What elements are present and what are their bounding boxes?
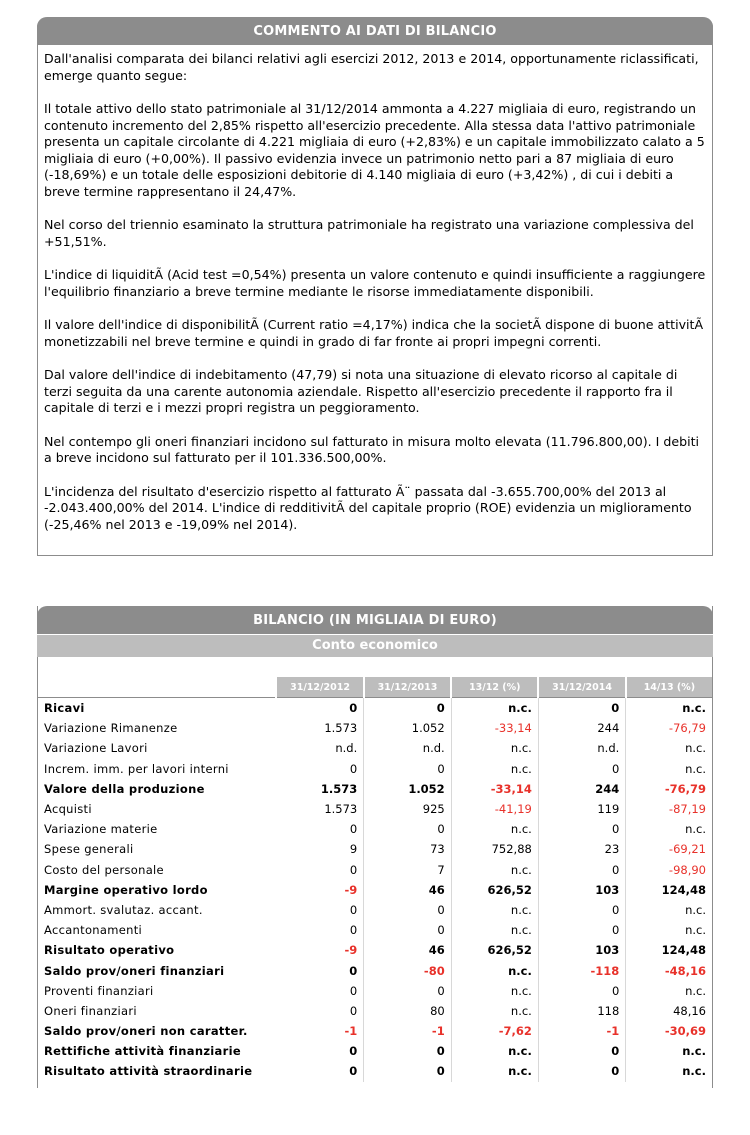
comment-paragraph: L'incidenza del risultato d'esercizio rispetto al fatturato Ã¨ passata dal -3.655.700,00% del 2013 al -2.043.400,00% del 2014. L'indice di redditivitÃ del capitale proprio (ROE) evidenzia un miglioramento (-25,46% nel 2013 e -19,09% nel 2014). [44,483,692,532]
cell-value: 80 [364,1001,451,1021]
cell-value: n.c. [451,900,538,920]
table-body [38,698,712,1082]
cell-value: -98,90 [668,862,706,877]
balance-subtitle: Conto economico [37,634,713,657]
cell-value: n.c. [685,983,706,998]
cell-value: 0 [538,1061,625,1081]
cell-value: 0 [538,860,625,880]
cell-value: 244 [538,718,625,738]
cell-value: n.c. [451,1041,538,1061]
cell-value: n.c. [451,819,538,839]
table-row [38,981,712,1001]
table-row [38,738,712,758]
cell-value: 0 [276,1061,363,1081]
cell-value: -41,19 [451,799,538,819]
cell-value: n.c. [685,822,706,837]
column-header: 13/12 (%) [451,677,538,698]
cell-value: n.c. [685,923,706,938]
cell-value: 0 [364,920,451,940]
cell-value: 0 [538,698,625,719]
cell-value: 0 [364,698,451,719]
cell-value: 103 [538,880,625,900]
cell-value: -87,19 [668,802,706,817]
row-label: Spese generali [44,842,134,857]
row-label: Accantonamenti [44,923,142,938]
cell-value: n.c. [451,738,538,758]
table-row [38,799,712,819]
cell-value: -33,14 [451,779,538,799]
table-row [38,839,712,859]
cell-value: n.c. [451,960,538,980]
cell-value: 0 [538,981,625,1001]
cell-value: 0 [364,981,451,1001]
row-label: Variazione Rimanenze [44,721,178,736]
cell-value: 1.573 [276,799,363,819]
table-row [38,698,712,719]
cell-value: n.c. [682,1044,706,1059]
cell-value: 73 [364,839,451,859]
column-header: 14/13 (%) [626,677,712,698]
cell-value: n.c. [685,761,706,776]
comment-body [38,45,712,533]
cell-value: 0 [364,759,451,779]
cell-value: 0 [276,819,363,839]
cell-value: n.c. [451,698,538,719]
table-row [38,880,712,900]
cell-value: 1.052 [364,718,451,738]
cell-value: 0 [276,1041,363,1061]
cell-value: n.c. [685,741,706,756]
row-label: Ammort. svalutaz. accant. [44,902,203,917]
balance-title: BILANCIO (IN MIGLIAIA DI EURO) [37,606,713,634]
column-header: 31/12/2012 [276,677,363,698]
cell-value: n.c. [451,860,538,880]
table-row [38,1041,712,1061]
row-label: Variazione materie [44,822,158,837]
cell-value: -1 [364,1021,451,1041]
cell-value: n.d. [538,738,625,758]
row-label: Saldo prov/oneri non caratter. [44,1024,248,1039]
table-row [38,960,712,980]
comment-paragraph: Dal valore dell'indice di indebitamento (47,79) si nota una situazione di elevato ricorso al capitale di terzi seguita da una carente autonomia aziendale. Rispetto all'esercizio precedente il rapporto fra il capitale di terzi e i mezzi propri registra un peggioramento. [44,367,678,415]
table-row [38,1021,712,1041]
comment-paragraph: Nel corso del triennio esaminato la struttura patrimoniale ha registrato una variazione complessiva del +51,51%. [44,217,694,249]
cell-value: n.d. [364,738,451,758]
cell-value: n.c. [626,698,712,719]
cell-value: -33,14 [451,718,538,738]
cell-value: 9 [276,839,363,859]
table-row [38,900,712,920]
cell-value: n.c. [451,759,538,779]
row-label: Saldo prov/oneri finanziari [44,963,225,978]
cell-value: 0 [364,819,451,839]
row-label: Oneri finanziari [44,1003,137,1018]
table-header-blank [38,677,276,698]
cell-value: 0 [538,759,625,779]
income-statement-table [38,677,712,1082]
comment-paragraph: Il valore dell'indice di disponibilitÃ (Current ratio =4,17%) indica che la societÃ dispone di buone attivitÃ monetizzabili nel breve termine e quindi in grado di far fronte ai propri impegni correnti. [44,317,704,349]
cell-value: 0 [276,698,363,719]
cell-value: 244 [538,779,625,799]
cell-value: n.c. [682,1064,706,1079]
table-row [38,860,712,880]
cell-value: 0 [364,1061,451,1081]
cell-value: -1 [276,1021,363,1041]
cell-value: 1.573 [276,718,363,738]
table-row [38,759,712,779]
comment-title: COMMENTO AI DATI DI BILANCIO [37,17,713,45]
table-row [38,1001,712,1021]
row-label: Margine operativo lordo [44,882,208,897]
cell-value: 0 [364,1041,451,1061]
cell-value: n.c. [451,1001,538,1021]
cell-value: 0 [276,900,363,920]
cell-value: -80 [364,960,451,980]
cell-value: 7 [364,860,451,880]
cell-value: -9 [276,880,363,900]
cell-value: 0 [276,960,363,980]
comment-paragraph: L'indice di liquiditÃ (Acid test =0,54%) presenta un valore contenuto e quindi insufficiente a raggiungere l'equilibrio finanziario a breve termine mediante le risorse immediatamente disponibili. [44,267,706,299]
cell-value: n.c. [451,1061,538,1081]
cell-value: 925 [364,799,451,819]
cell-value: 0 [276,860,363,880]
row-label: Rettifiche attività finanziarie [44,1044,241,1059]
cell-value: n.c. [451,981,538,1001]
cell-value: 0 [276,981,363,1001]
cell-value: 0 [276,920,363,940]
cell-value: n.c. [451,920,538,940]
cell-value: -30,69 [664,1024,706,1039]
table-header-row [38,677,712,698]
cell-value: 103 [538,940,625,960]
cell-value: 46 [364,880,451,900]
cell-value: 626,52 [451,940,538,960]
table-row [38,718,712,738]
cell-value: -9 [276,940,363,960]
cell-value: 48,16 [673,1003,706,1018]
cell-value: 118 [538,1001,625,1021]
cell-value: 752,88 [451,839,538,859]
cell-value: 0 [538,920,625,940]
table-row [38,1061,712,1081]
comment-paragraph: Dall'analisi comparata dei bilanci relativi agli esercizi 2012, 2013 e 2014, opportunamente riclassificati, emerge quanto segue: [44,51,699,83]
comment-paragraph: Il totale attivo dello stato patrimoniale al 31/12/2014 ammonta a 4.227 migliaia di euro, registrando un contenuto incremento del 2,85% rispetto all'esercizio precedente. Alla stessa data l'attivo patrimoniale presenta un capitale circolante di 4.221 migliaia di euro (+2,83%) e un capitale immobilizzato calato a 5 migliaia di euro (+0,00%). Il passivo evidenzia invece un patrimonio netto pari a 87 migliaia di euro (-18,69%) e un totale delle esposizioni debitorie di 4.140 migliaia di euro (+3,42%) , di cui i debiti a breve termine rappresentano il 24,47%. [44,101,705,199]
table-row [38,819,712,839]
column-header: 31/12/2014 [538,677,625,698]
row-label: Risultato operativo [44,943,175,958]
cell-value: 0 [538,819,625,839]
cell-value: 23 [538,839,625,859]
cell-value: -76,79 [668,721,706,736]
row-label: Acquisti [44,802,92,817]
row-label: Ricavi [38,698,276,719]
cell-value: 124,48 [661,882,706,897]
cell-value: -48,16 [664,963,706,978]
cell-value: 626,52 [451,880,538,900]
row-label: Costo del personale [44,862,164,877]
table-row [38,940,712,960]
cell-value: -76,79 [664,781,706,796]
table-row [38,920,712,940]
cell-value: 46 [364,940,451,960]
cell-value: 0 [276,759,363,779]
row-label: Valore della produzione [44,781,205,796]
row-label: Variazione Lavori [44,741,148,756]
cell-value: n.c. [685,902,706,917]
cell-value: -118 [538,960,625,980]
cell-value: 124,48 [661,943,706,958]
comment-panel [37,17,713,556]
cell-value: -69,21 [668,842,706,857]
cell-value: -1 [538,1021,625,1041]
row-label: Proventi finanziari [44,983,154,998]
table-row [38,779,712,799]
column-header: 31/12/2013 [364,677,451,698]
row-label: Risultato attività straordinarie [44,1064,253,1079]
cell-value: 0 [276,1001,363,1021]
cell-value: 0 [538,1041,625,1061]
cell-value: 1.052 [364,779,451,799]
cell-value: -7,62 [451,1021,538,1041]
cell-value: 0 [364,900,451,920]
cell-value: 1.573 [276,779,363,799]
cell-value: 119 [538,799,625,819]
comment-paragraph: Nel contempo gli oneri finanziari incidono sul fatturato in misura molto elevata (11.796.800,00). I debiti a breve incidono sul fatturato per il 101.336.500,00%. [44,433,700,465]
cell-value: n.d. [276,738,363,758]
balance-panel [37,606,713,1088]
cell-value: 0 [538,900,625,920]
row-label: Increm. imm. per lavori interni [44,761,229,776]
